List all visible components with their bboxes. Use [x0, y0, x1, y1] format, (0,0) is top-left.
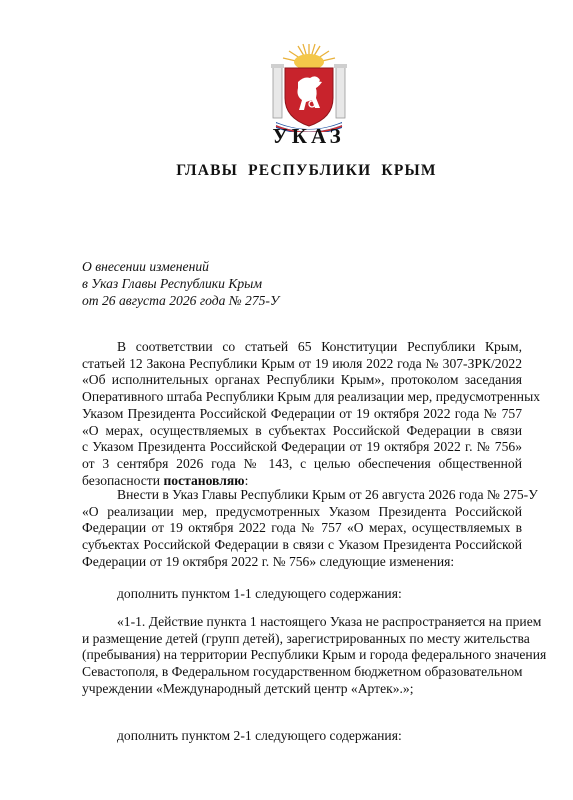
text-line: Федерации от 19 октября 2022 г. № 756» следующие изменения:	[82, 553, 455, 569]
document-type-heading: УКАЗ	[272, 124, 345, 148]
decree-keyword: постановляю	[163, 472, 245, 488]
subject-line: О внесении изменений	[82, 259, 209, 274]
subject-line: в Указ Главы Республики Крым	[82, 276, 263, 291]
add-item-1-1-instruction	[82, 586, 522, 603]
text-line: Указом Президента Российской Федерации от 19 октября 2022 года № 757	[82, 405, 522, 421]
text-line: дополнить пунктом 1-1 следующего содержания:	[117, 586, 402, 601]
text-line: «О мерах, осуществляемых в субъектах Российской Федерации в связи	[82, 422, 522, 438]
amendment-paragraph	[82, 487, 538, 571]
text-line: Федерации от 19 октября 2022 года № 757 «О мерах, осуществляемых в	[82, 520, 522, 536]
text-line: с Указом Президента Российской Федерации от 19 октября 2022 г. № 756»	[82, 439, 522, 455]
add-item-2-1-instruction	[82, 728, 522, 745]
text-line: Внести в Указ Главы Республики Крым от 26 августа 2026 года № 275-У	[117, 487, 538, 502]
crimea-coat-of-arms-icon	[268, 40, 350, 132]
issuer-heading: ГЛАВЫ РЕСПУБЛИКИ КРЫМ	[176, 162, 437, 179]
clause-1-1-text	[82, 614, 547, 698]
text-line: Оперативного штаба Республики Крым для реализации мер, предусмотренных	[82, 389, 541, 405]
decree-subject	[82, 258, 279, 309]
text-line: статьей 12 Закона Республики Крым от 19 июля 2022 года № 307-ЗРК/2022	[82, 355, 522, 371]
text-line: «1-1. Действие пункта 1 настоящего Указа не распространяется на прием	[117, 614, 542, 629]
text-line: Севастополя, в Федеральном государственном бюджетном образовательном	[82, 664, 523, 680]
text-line: «О реализации мер, предусмотренных Указом Президента Российской	[82, 503, 522, 519]
text-line: от 3 сентября 2026 года № 143, с целью обеспечения общественной	[82, 455, 522, 471]
text-line: дополнить пунктом 2-1 следующего содержания:	[117, 728, 402, 743]
preamble-paragraph	[82, 339, 541, 489]
text-fragment: безопасности	[82, 472, 164, 488]
text-line: «Об исполнительных органах Республики Крым», протоколом заседания	[82, 372, 522, 388]
text-fragment: :	[244, 472, 249, 488]
text-line: и размещение детей (групп детей), зарегистрированных по месту жительства	[82, 630, 530, 646]
text-line: учреждении «Международный детский центр «Артек».»;	[82, 680, 414, 696]
subject-line: от 26 августа 2026 года № 275-У	[82, 293, 280, 308]
text-line: субъектах Российской Федерации в связи с Указом Президента Российской	[82, 537, 522, 553]
text-line: (пребывания) на территории Республики Крым и города федерального значения	[82, 647, 547, 663]
text-line: В соответствии со статьей 65 Конституции Республики Крым,	[117, 339, 522, 354]
